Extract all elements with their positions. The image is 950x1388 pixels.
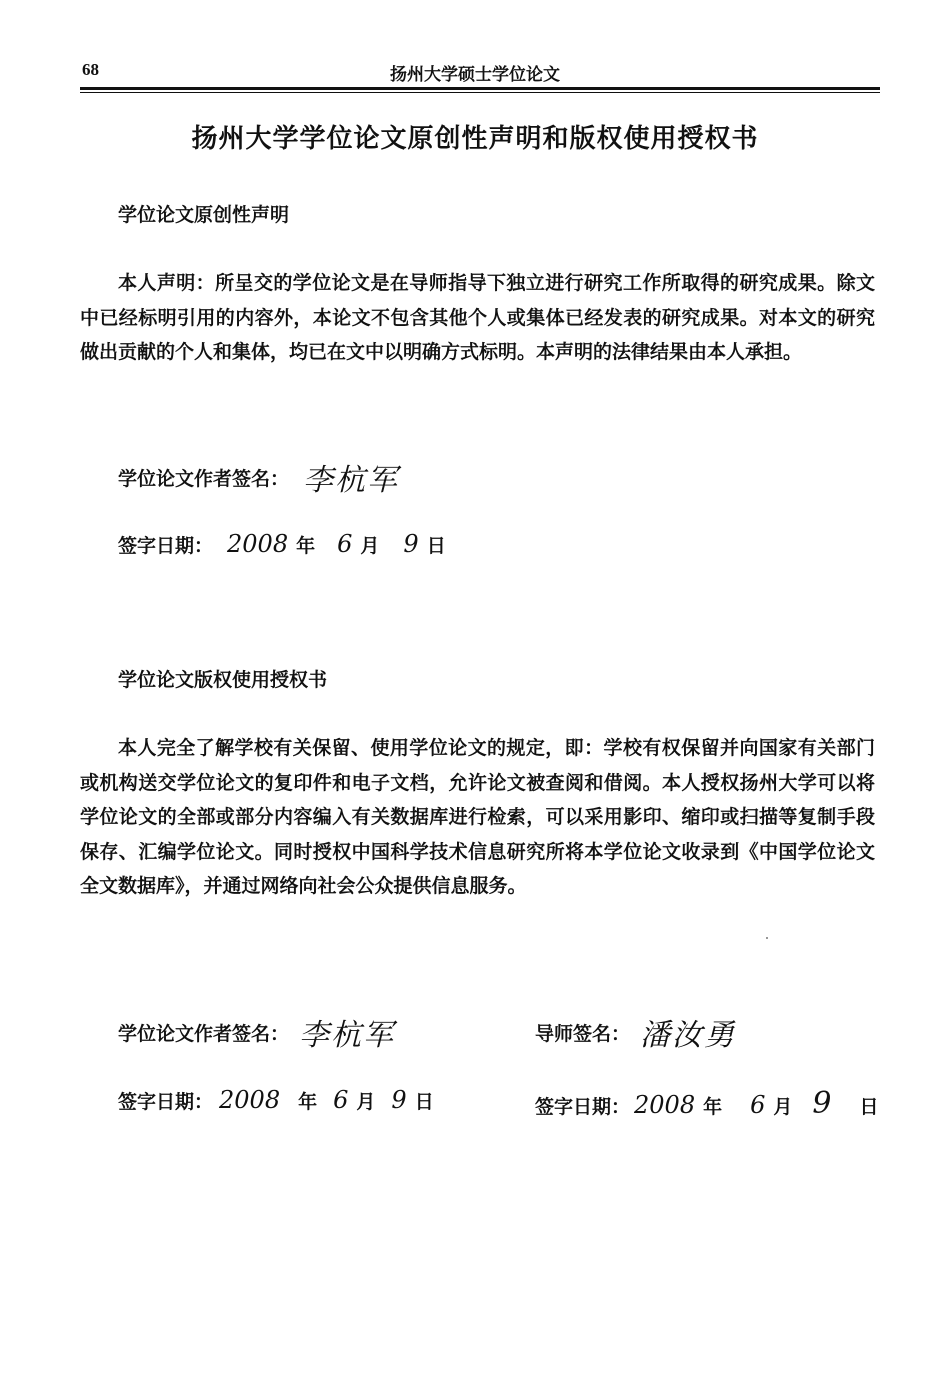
month-unit: 月 xyxy=(360,535,380,557)
author-handwritten-signature: 李杭军 xyxy=(299,1018,396,1053)
supervisor-signature-row xyxy=(535,1010,736,1054)
originality-paragraph: 本人声明：所呈交的学位论文是在导师指导下独立进行研究工作所取得的研究成果。除文中已经标明引用的内容外，本论文不包含其他个人或集体已经发表的研究成果。对本文的研究做出贡献的个人和集体，均已在文中以明确方式标明。本声明的法律结果由本人承担。 xyxy=(80,272,875,363)
day-unit: 日 xyxy=(426,535,446,557)
header-rule-thin xyxy=(80,92,880,93)
page-number: 68 xyxy=(82,60,99,79)
date-label: 签字日期： xyxy=(118,535,214,557)
date-day-handwritten: 9 xyxy=(403,530,419,558)
date-day-handwritten: 9 xyxy=(812,1086,832,1121)
document-title: 扬州大学学位论文原创性声明和版权使用授权书 xyxy=(191,124,759,154)
author-signature-label: 学位论文作者签名： xyxy=(118,1022,290,1045)
date-month-handwritten: 6 xyxy=(750,1091,766,1119)
originality-heading: 学位论文原创性声明 xyxy=(118,204,290,226)
supervisor-signature-label: 导师签名： xyxy=(535,1022,631,1045)
month-unit: 月 xyxy=(773,1096,793,1118)
originality-date-row xyxy=(118,530,446,558)
scan-speck xyxy=(766,937,768,939)
copyright-author-signature-row xyxy=(118,1010,395,1054)
header-rule-thick xyxy=(80,87,880,90)
copyright-author-date-row xyxy=(118,1086,434,1114)
day-unit: 日 xyxy=(859,1096,879,1118)
month-unit: 月 xyxy=(356,1091,376,1113)
day-unit: 日 xyxy=(414,1091,434,1113)
date-label: 签字日期： xyxy=(118,1091,214,1113)
running-header-title: 扬州大学硕士学位论文 xyxy=(390,65,560,85)
date-year-handwritten: 2008 xyxy=(227,530,289,558)
date-day-handwritten: 9 xyxy=(391,1086,407,1114)
date-year-handwritten: 2008 xyxy=(219,1086,281,1114)
year-unit: 年 xyxy=(296,535,316,557)
supervisor-date-row xyxy=(535,1086,879,1121)
copyright-heading: 学位论文版权使用授权书 xyxy=(118,669,328,691)
date-year-handwritten: 2008 xyxy=(634,1091,696,1119)
date-month-handwritten: 6 xyxy=(337,530,353,558)
author-signature-label: 学位论文作者签名： xyxy=(118,467,290,490)
copyright-paragraph: 本人完全了解学校有关保留、使用学位论文的规定，即：学校有权保留并向国家有关部门或机构送交学位论文的复印件和电子文档，允许论文被查阅和借阅。本人授权扬州大学可以将学位论文的全部或部分内容编入有关数据库进行检索，可以采用影印、缩印或扫描等复制手段保存、汇编学位论文。同时授权中国科学技术信息研究所将本学位论文收录到《中国学位论文全文数据库》，并通过网络向社会公众提供信息服务。 xyxy=(80,737,875,897)
date-label: 签字日期： xyxy=(535,1096,631,1118)
author-handwritten-signature: 李杭军 xyxy=(303,463,400,498)
year-unit: 年 xyxy=(298,1091,318,1113)
originality-author-signature-row xyxy=(118,455,399,499)
year-unit: 年 xyxy=(703,1096,723,1118)
date-month-handwritten: 6 xyxy=(333,1086,349,1114)
supervisor-handwritten-signature: 潘汝勇 xyxy=(640,1018,737,1053)
